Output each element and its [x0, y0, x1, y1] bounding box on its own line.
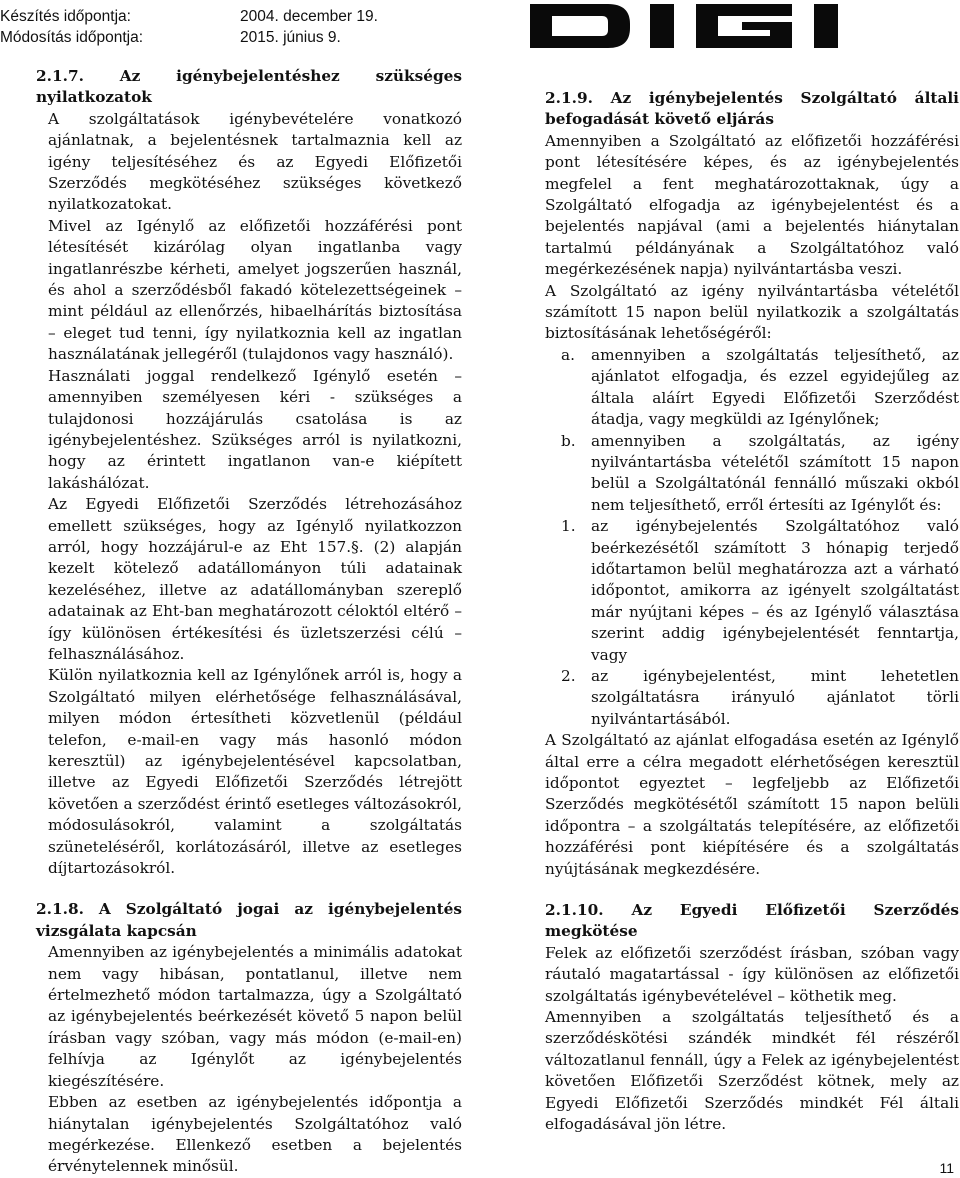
- paragraph: A szolgáltatások igénybevételére vonatkozó ajánlatnak, a bejelentésnek tartalmaznia kell az igény teljesítéséhez és az Egyedi Előfizetői Szerződés megkötéséhez szükséges következő nyilatkozatokat.: [48, 109, 462, 214]
- paragraph: A Szolgáltató az ajánlat elfogadása esetén az Igénylő által erre a célra megadott elérhetőségen keresztül időpontot egyeztet – legfeljebb az Előfizetői Szerződés megkötésétől számított 15 napon belüli időpontra – a szolgáltatás telepítésére, az előfizetői hozzáférési pont kiépítésére és a szolgáltatás nyújtásának megkezdésére.: [545, 731, 959, 878]
- modified-label: Módosítás időpontja:: [0, 29, 144, 46]
- paragraph: Külön nyilatkoznia kell az Igénylőnek arról is, hogy a Szolgáltató milyen elérhetősége felhasználásával, milyen módon értesítheti közvetlenül (például telefon, e-mail-en vagy más hasonló módon keresztül) az igénybejelentésével kapcsolatban, illetve az Egyedi Előfizetői Szerződés létrejött követően a szerződést érintő esetleges változásokról, módosulásokról, valamint a szolgáltatás szüneteléséről, korlátozásáról, illetve az esetleges díjtartozásokról.: [48, 666, 462, 878]
- created-value: 2004. december 19.: [240, 8, 378, 25]
- section-heading-2-1-9: 2.1.9. Az igénybejelentés Szolgáltató általi befogadását követő eljárás: [545, 89, 959, 129]
- paragraph: Ebben az esetben az igénybejelentés időpontja a hiánytalan igénybejelentés Szolgáltatóhoz való megérkezése. Ellenkező esetben a bejelentés érvénytelennek minősül.: [48, 1093, 462, 1176]
- paragraph: Felek az előfizetői szerződést írásban, szóban vagy ráutaló magatartással - így különösen az előfizetői szolgáltatás igénybevételével – köthetik meg.: [545, 943, 959, 1005]
- list-text: amennyiben a szolgáltatás teljesíthető, az ajánlatot elfogadja, és ezzel egyidejűleg az általa aláírt Egyedi Előfizetői Szerződést átadja, vagy megküldi az Igénylőnek;: [591, 345, 959, 429]
- created-label: Készítés időpontja:: [0, 8, 131, 25]
- paragraph: Mivel az Igénylő az előfizetői hozzáférési pont létesítését kizárólag olyan ingatlanba vagy ingatlanrészbe kérheti, amelyet jogszerűen használ, és ahol a szerződésből fakadó kötelezettségeinek – mint például az ellenőrzés, hibaelhárítás biztosítása – eleget tud tenni, így nyilatkoznia kell az ingatlan használatának jellegéről (tulajdonos vagy használó).: [48, 216, 462, 364]
- list-item-a: [545, 345, 959, 431]
- list-item-1: [545, 516, 959, 666]
- paragraph: Az Egyedi Előfizetői Szerződés létrehozásához emellett szükséges, hogy az Igénylő nyilatkozzon arról, hogy hozzájárul-e az Eht 157.§. (2) alapján kezelt kötelező adatállományon túli adatainak kezeléséhez, illetve az adatállományban szereplő adatainak az Eht-ban meghatározott céloktól eltérő – így különösen értékesítési és üzletszerzési célú – felhasználásához.: [48, 495, 462, 663]
- document-meta: [0, 6, 378, 48]
- paragraph: Amennyiben a szolgáltatás teljesíthető és a szerződéskötési szándék mindkét fél részéről változatlanul fennáll, úgy a Felek az igénybejelentést követően Előfizetői Szerződést kötnek, mely az Egyedi Előfizetői Szerződés mindkét Fél általi elfogadásával jön létre.: [545, 1008, 959, 1134]
- list-marker: a.: [561, 345, 575, 364]
- list-marker: 2.: [561, 666, 576, 685]
- page-number: 11: [939, 1160, 954, 1176]
- paragraph: Amennyiben a Szolgáltató az előfizetői hozzáférési pont létesítésére képes, és az igénybejelentés megfelel a fent meghatározottaknak, úgy a Szolgáltató elfogadja az igénybejelentést és a bejelentés napjával (ami a bejelentés hiánytalan tartalmú példányának a Szolgáltatóhoz való megérkezésének napja) nyilvántartásba veszi.: [545, 131, 959, 279]
- paragraph: Használati joggal rendelkező Igénylő esetén – amennyiben személyesen kéri - szükséges a tulajdonosi hozzájárulás csatolása is az igénybejelentéshez. Szükséges arról is nyilatkozni, hogy az érintett ingatlanon van-e kiépített lakáshálózat.: [48, 366, 462, 492]
- section-heading-2-1-8: 2.1.8. A Szolgáltató jogai az igénybejelentés vizsgálata kapcsán: [36, 900, 462, 940]
- right-column: [545, 88, 959, 1136]
- paragraph: Amennyiben az igénybejelentés a minimális adatokat nem vagy hibásan, pontatlanul, illetve nem értelmezhető módon tartalmazza, úgy a Szolgáltató az igénybejelentés beérkezését követő 5 napon belül írásban vagy szóban, vagy más módon (e-mail-en) felhívja az Igénylőt az igénybejelentés kiegészítésére.: [48, 943, 462, 1090]
- digi-logo: [530, 4, 960, 48]
- list-text: az igénybejelentés Szolgáltatóhoz való beérkezésétől számított 3 hónapig terjedő időtartamon belül meghatározza azt a várható időpontot, amikorra az igényelt szolgáltatást már nyújtani képes – és az Igénylő választása szerint addig igénybejelentését fenntartja, vagy: [591, 517, 959, 664]
- modified-row: [0, 27, 378, 48]
- created-row: [0, 6, 378, 27]
- left-column: [36, 66, 462, 1178]
- list-marker: b.: [561, 431, 576, 450]
- list-item-2: [545, 666, 959, 730]
- list-text: az igénybejelentést, mint lehetetlen szolgáltatásra irányuló ajánlatot törli nyilvántartásából.: [591, 666, 959, 728]
- list-item-b: [545, 431, 959, 517]
- section-heading-2-1-10: 2.1.10. Az Egyedi Előfizetői Szerződés megkötése: [545, 901, 959, 941]
- paragraph: A Szolgáltató az igény nyilvántartásba vételétől számított 15 napon belül nyilatkozik a szolgáltatás biztosításának lehetőségéről:: [545, 281, 959, 343]
- list-marker: 1.: [561, 517, 576, 536]
- modified-value: 2015. június 9.: [240, 29, 341, 46]
- section-heading-2-1-7: 2.1.7. Az igénybejelentéshez szükséges nyilatkozatok: [36, 67, 462, 107]
- list-text: amennyiben a szolgáltatás, az igény nyilvántartásba vételétől számított 15 napon belül a Szolgáltatónál fennálló műszaki okból nem teljesíthető, erről értesíti az Igénylőt és:: [591, 431, 959, 514]
